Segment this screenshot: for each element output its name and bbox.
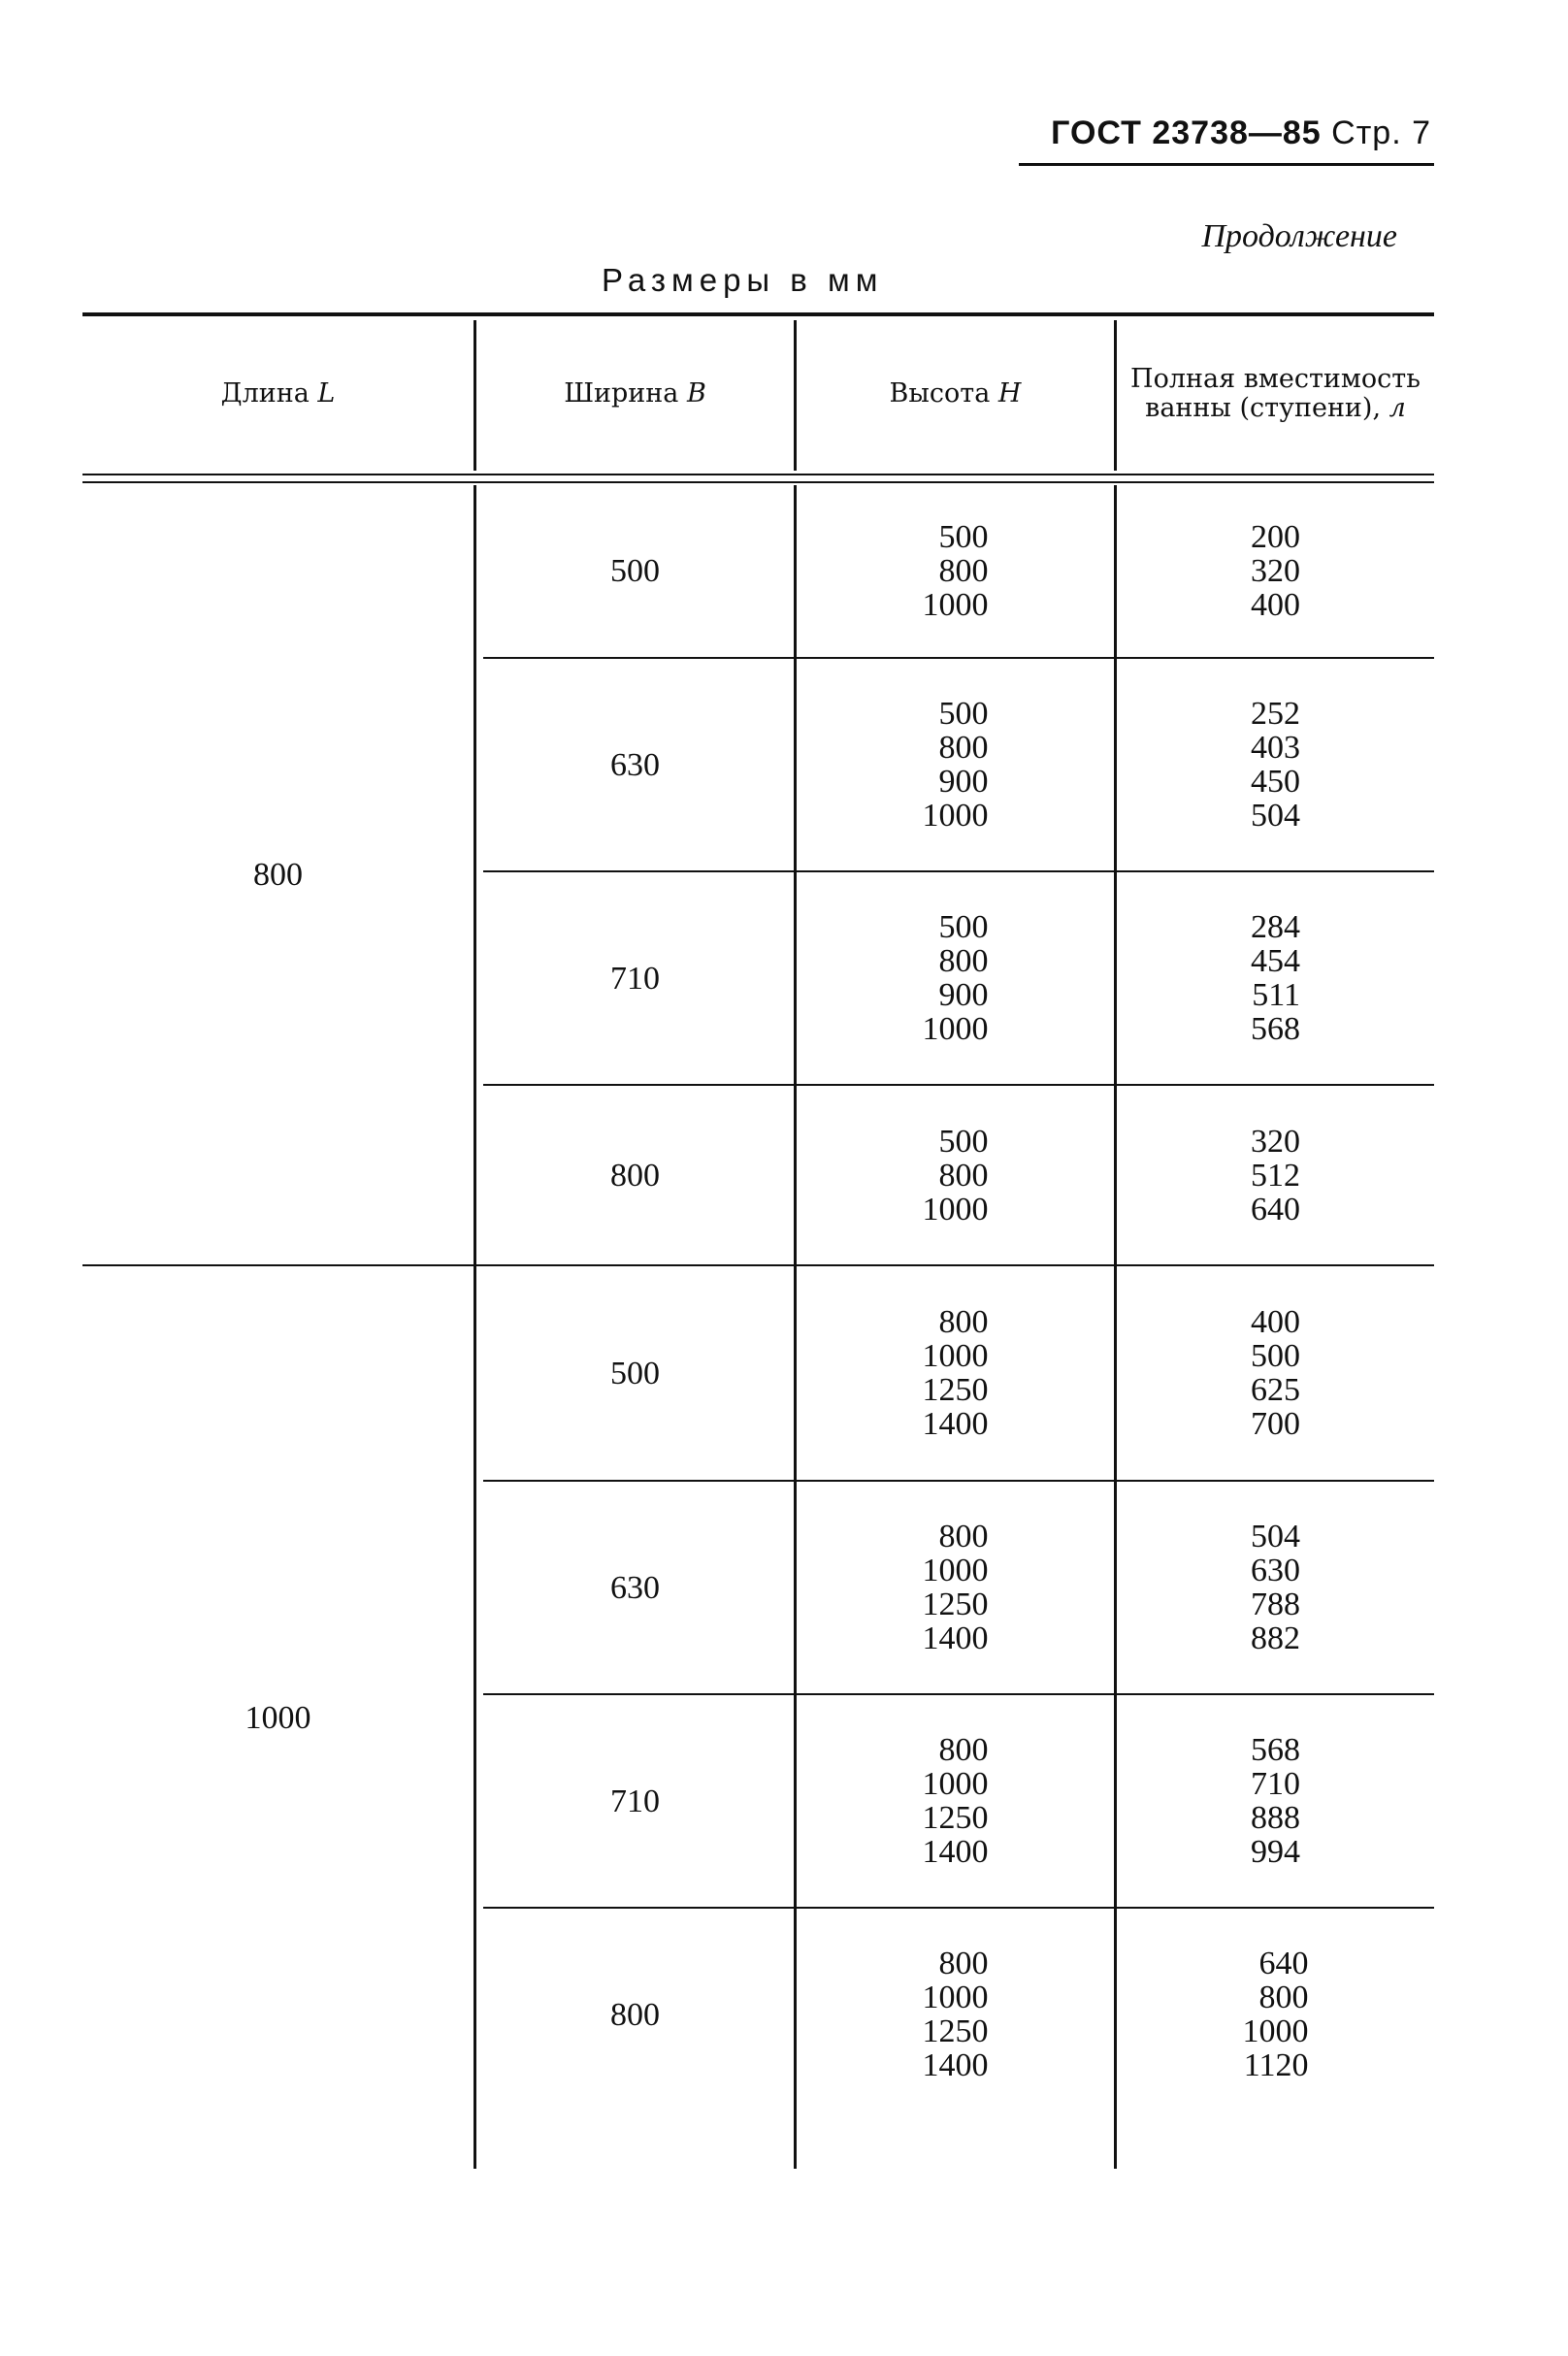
header-width: Ширина B [564,378,706,409]
capacity-cell: 320 512 640 [1251,1123,1300,1227]
header-double-rule [82,474,1434,475]
capacity-cell: 400 500 625 700 [1251,1304,1300,1442]
header-height: Высота H [889,378,1022,409]
width-cell: 500 [610,553,660,589]
units-label: Размеры в мм [602,262,884,298]
height-cell: 500 800 1000 [922,1123,989,1227]
height-cell: 500 800 900 1000 [922,696,989,834]
header-length: Длина L [220,378,336,409]
width-cell: 630 [610,746,660,783]
header-capacity: Полная вместимость ванны (ступени), л [1130,364,1421,423]
capacity-cell: 568 710 888 994 [1251,1732,1300,1870]
height-cell: 800 1000 1250 1400 [922,1519,989,1656]
standard-number: ГОСТ 23738—85 [1051,115,1322,151]
capacity-cell: 504 630 788 882 [1251,1519,1300,1656]
header-rule [1019,163,1434,166]
capacity-cell: 640 800 1000 1120 [1242,1946,1309,2083]
height-cell: 500 800 1000 [922,519,989,623]
length-cell: 1000 [245,1699,311,1736]
width-cell: 630 [610,1569,660,1606]
width-cell: 710 [610,1783,660,1819]
page-label: Стр. 7 [1331,115,1431,151]
capacity-cell: 200 320 400 [1251,519,1300,623]
height-cell: 800 1000 1250 1400 [922,1304,989,1442]
width-cell: 500 [610,1355,660,1391]
width-cell: 710 [610,960,660,997]
continuation-label: Продолжение [1201,218,1397,254]
width-cell: 800 [610,1157,660,1194]
height-cell: 800 1000 1250 1400 [922,1732,989,1870]
capacity-cell: 284 454 511 568 [1251,909,1300,1047]
page-header [1019,115,1431,152]
header-double-rule [82,481,1434,483]
height-cell: 500 800 900 1000 [922,909,989,1047]
capacity-cell: 252 403 450 504 [1251,696,1300,834]
length-cell: 800 [253,857,303,893]
height-cell: 800 1000 1250 1400 [922,1946,989,2083]
width-cell: 800 [610,1996,660,2033]
